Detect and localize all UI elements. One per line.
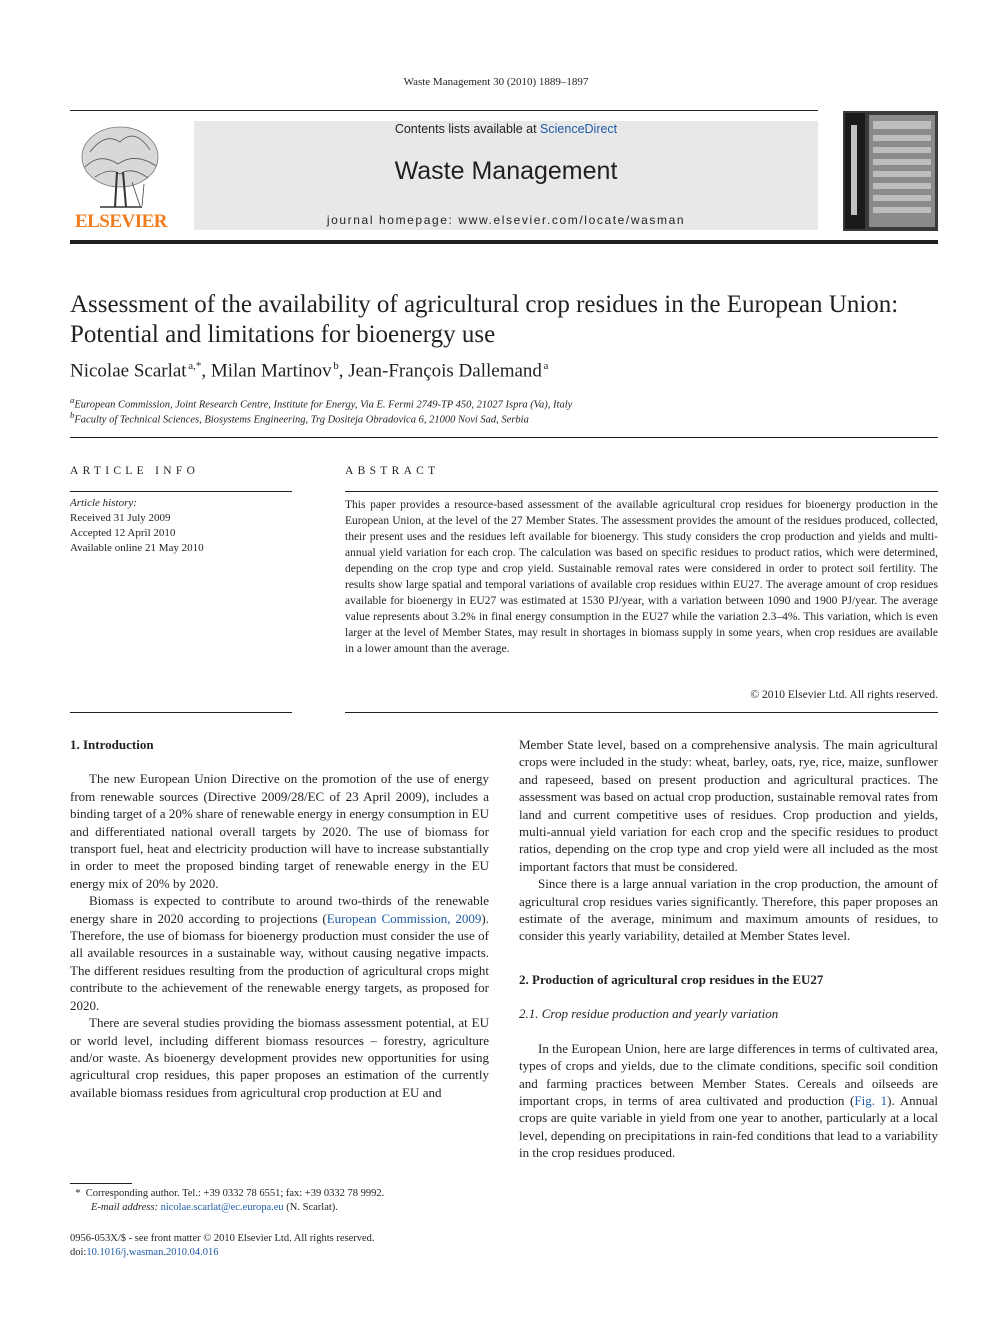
doi-link[interactable]: 10.1016/j.wasman.2010.04.016 bbox=[86, 1247, 219, 1258]
journal-citation: Waste Management 30 (2010) 1889–1897 bbox=[403, 76, 589, 88]
author-affil-mark: b bbox=[333, 360, 339, 372]
paragraph-text: In the European Union, here are large differences in terms of cultivated area, types of crops and yields, due to the climate conditions, specific soil condition and farming practices between Member States. Cereals and oilseeds are important crops, in terms of area cultivated and production ( bbox=[519, 1040, 938, 1108]
article-history bbox=[70, 496, 204, 556]
affiliation bbox=[70, 395, 572, 411]
header-thick-rule bbox=[70, 240, 938, 244]
abstract-bottom-rule bbox=[345, 712, 938, 713]
paragraph bbox=[70, 892, 489, 1014]
author-affil-mark: a bbox=[543, 360, 549, 372]
article-info-rule bbox=[70, 491, 292, 492]
abstract-rule bbox=[345, 491, 938, 492]
author-name: Jean-François Dallemand bbox=[348, 360, 542, 382]
issn-line: 0956-053X/$ - see front matter © 2010 Elsevier Ltd. All rights reserved. bbox=[70, 1233, 375, 1244]
sciencedirect-link[interactable]: ScienceDirect bbox=[540, 122, 618, 136]
email-label: E-mail address: bbox=[91, 1202, 158, 1213]
footnote bbox=[70, 1187, 384, 1215]
journal-homepage bbox=[194, 213, 818, 227]
homepage-prefix: journal homepage: bbox=[326, 213, 459, 227]
doi-label: doi: bbox=[70, 1247, 87, 1258]
section-heading: 1. Introduction bbox=[70, 737, 154, 752]
abstract-text: This paper provides a resource-based assessment of the available agricultural crop residues for bioenergy production in the European Union, at the level of the 27 Member States. The assessment provides the amount of the residues produced, collected, their present uses and the residues left available for bioenergy. This study considers the crop production and yields and multi-annual yield variation for each crop. The calculation was based on specific residues to product ratios, which were determined, depending on the crop type and crop yield. Sustainable removal rates were considered in order to protect soil fertility. The results show large spatial and temporal variations of available crop residues within EU27. The average amount of crop residues available for bioenergy in EU27 was estimated at 1530 PJ/year, with a variation between 1090 and 1900 PJ/year. The average value represents about 3.2% in final energy consumption in the EU27 while the variation 2.3–4%. This variation, which is even larger at the level of Member States, may result in shortages in biomass supply in some years, when crop residues are available in a lower amount than the average. bbox=[345, 499, 938, 655]
body-column-left bbox=[70, 736, 489, 1101]
history-label: Article history: bbox=[70, 497, 137, 509]
section-heading: 2. Production of agricultural crop residues in the EU27 bbox=[519, 971, 824, 987]
body-column-right bbox=[519, 736, 938, 1162]
paragraph-text: ). Therefore, the use of biomass for bioenergy production must consider the use of all available resources in a sustainable way, without causing negative impacts. The different residues resulting from the production of agricultural crops might contribute to the achievement of the renewable energy targets, as proposed for 2020. bbox=[70, 910, 489, 1013]
paragraph: The new European Union Directive on the promotion of the use of energy from renewable sources (Directive 2009/28/EC of 23 April 2009), includes a binding target of a 20% share of renewable energy in energy consumption in EU and differentiated national overall targets by 2020. The use of biomass for transport fuel, heat and electricity production will have to increase substantially in order to meet the proposed binding target of renewable energy in the EU energy mix of 20% by 2020. bbox=[70, 771, 489, 891]
issn-info bbox=[70, 1232, 375, 1260]
paragraph-text: Biomass is expected to contribute to around two-thirds of the renewable energy share in 2020 according to projections ( bbox=[70, 893, 489, 926]
journal-cover-image bbox=[843, 111, 938, 231]
paragraph: There are several studies providing the biomass assessment potential, at EU or world level, including different biomass resources – forestry, agriculture and/or waste. As bioenergy development provides new opportunities for using agricultural crop residues, this paper proposes an estimation of the currently available biomass residues from agricultural crop production at EU and bbox=[70, 1015, 489, 1100]
author-name: Nicolae Scarlat bbox=[70, 360, 187, 382]
subsection-heading: 2.1. Crop residue production and yearly variation bbox=[519, 1006, 779, 1022]
received-date: Received 31 July 2009 bbox=[70, 512, 171, 524]
contents-prefix: Contents lists available at bbox=[394, 122, 541, 136]
online-date: Available online 21 May 2010 bbox=[70, 542, 204, 554]
copyright-line: © 2010 Elsevier Ltd. All rights reserved. bbox=[750, 689, 938, 701]
affiliation-mark: a bbox=[70, 395, 75, 405]
journal-title: Waste Management bbox=[394, 157, 618, 185]
accepted-date: Accepted 12 April 2010 bbox=[70, 527, 176, 539]
author-list: Nicolae Scarlat $^{a,*}$, Milan Martinov $^b$, Jean-François Dallemand $^a$ bbox=[70, 360, 549, 382]
abstract-heading: ABSTRACT bbox=[345, 465, 440, 477]
article-info-bottom-rule bbox=[70, 712, 292, 713]
corresponding-author: Corresponding author. Tel.: +39 0332 78 6551; fax: +39 0332 78 9992. bbox=[85, 1188, 385, 1199]
paper-title: Assessment of the availability of agricultural crop residues in the European Union: Potential and limitations for bioenergy use bbox=[70, 291, 899, 348]
reference-link[interactable]: European Commission, 2009 bbox=[326, 910, 482, 926]
author-name: Milan Martinov bbox=[210, 360, 332, 382]
homepage-url[interactable]: www.elsevier.com/locate/wasman bbox=[458, 213, 686, 227]
contents-line bbox=[194, 122, 818, 136]
email-link[interactable]: nicolae.scarlat@ec.europa.eu bbox=[160, 1202, 284, 1213]
email-suffix: (N. Scarlat). bbox=[283, 1202, 338, 1213]
author-affil-mark: a,* bbox=[188, 360, 202, 372]
affiliation-text: Faculty of Technical Sciences, Biosystems Engineering, Trg Dositeja Obradovica 6, 21000 Novi Sad, Serbia bbox=[74, 414, 529, 426]
figure-link[interactable]: Fig. 1 bbox=[854, 1092, 888, 1108]
affiliation-text: European Commission, Joint Research Centre, Institute for Energy, Via E. Fermi 2749-TP 450, 21027 Ispra (Va), Italy bbox=[74, 399, 573, 411]
affiliation bbox=[70, 410, 529, 426]
footnote-mark: * bbox=[75, 1188, 81, 1199]
paragraph: Member State level, based on a comprehensive analysis. The main agricultural crops were included in the study: wheat, barley, oats, rye, rice, maize, sunflower and rapeseed, based on present production and agricultural practices. The assessment was based on actual crop production, sustainable removal rates from land and current competitive uses of residues. Crop production and yields, multi-annual yield variation for each crop and the specific residues to product ratios, depending on the crop type and crop yield were all included as the most important factors that must be considered. bbox=[519, 737, 938, 874]
header-rule bbox=[70, 110, 818, 111]
paragraph-text: ). Annual crops are quite variable in yield from one year to another, particularly at a local level, depending on precipitations in rain-fed conditions that lead to a variability in the crop residues produced. bbox=[519, 1092, 938, 1161]
paragraph bbox=[519, 1040, 938, 1162]
affiliation-mark: b bbox=[70, 410, 75, 420]
footnote-rule bbox=[70, 1183, 132, 1184]
article-info-heading: ARTICLE INFO bbox=[70, 465, 200, 477]
elsevier-wordmark: ELSEVIER bbox=[74, 211, 168, 232]
title-rule bbox=[70, 437, 938, 438]
paragraph: Since there is a large annual variation in the crop production, the amount of agricultural crop residues varies significantly. Therefore, this paper proposes an estimate of the average, minimum and maximum amounts of residues, to consider this yearly variability, detailed at Member States level. bbox=[519, 876, 938, 944]
